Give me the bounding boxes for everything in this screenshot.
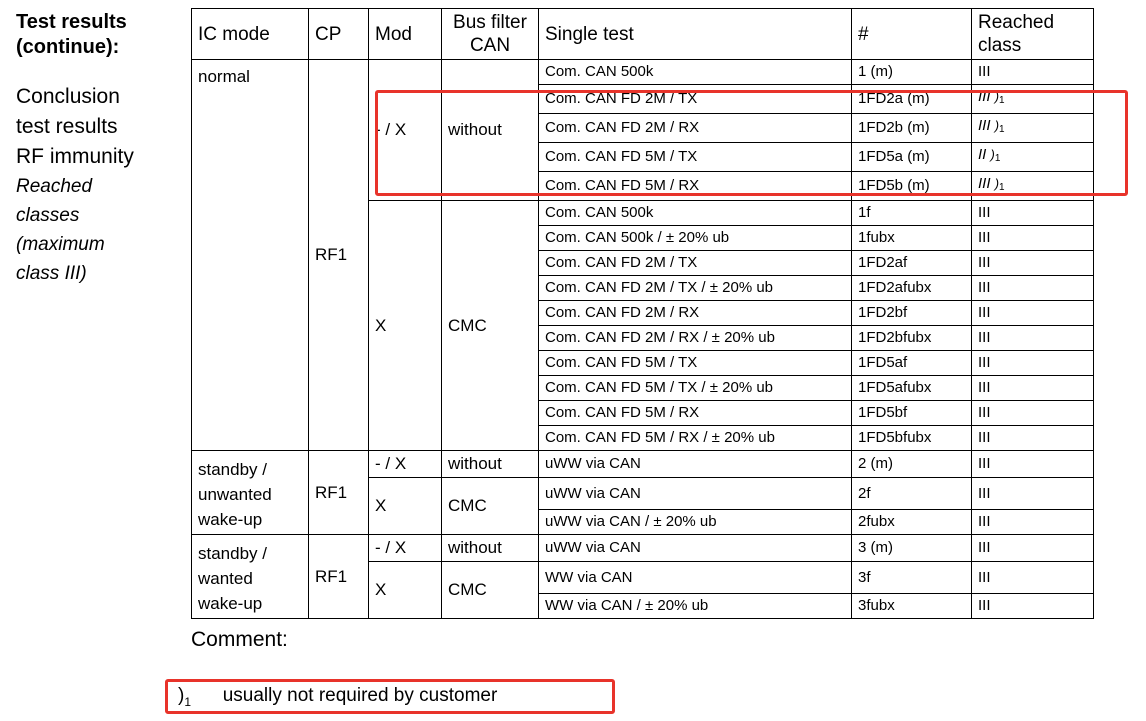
cell-test: uWW via CAN bbox=[539, 451, 852, 478]
test-results-table bbox=[191, 8, 1094, 619]
cell-num: 2fubx bbox=[852, 510, 972, 535]
cell-class: III bbox=[972, 251, 1094, 276]
cell-num: 2f bbox=[852, 478, 972, 510]
cell-ic-mode-standby-wanted bbox=[192, 535, 309, 619]
cell-mod-3b: X bbox=[369, 562, 442, 619]
table-row bbox=[192, 60, 1094, 85]
cell-cp-1: RF1 bbox=[309, 60, 369, 451]
cell-class: III bbox=[972, 478, 1094, 510]
header-ic-mode: IC mode bbox=[192, 9, 309, 60]
cell-class: III bbox=[972, 226, 1094, 251]
cell-test: Com. CAN FD 5M / RX bbox=[539, 172, 852, 201]
header-cp: CP bbox=[309, 9, 369, 60]
cell-class bbox=[972, 172, 1094, 201]
header-single-test: Single test bbox=[539, 9, 852, 60]
cell-filter-1b: CMC bbox=[442, 201, 539, 451]
class-value: III bbox=[978, 117, 991, 134]
cell-test: Com. CAN FD 2M / RX bbox=[539, 114, 852, 143]
cell-num: 1FD2b (m) bbox=[852, 114, 972, 143]
footnote-marker: )$_1$ bbox=[178, 685, 192, 709]
header-reached-class: Reached class bbox=[972, 9, 1094, 60]
cell-class: III bbox=[972, 60, 1094, 85]
cell-cp-2: RF1 bbox=[309, 451, 369, 535]
cell-test: Com. CAN FD 5M / RX / ± 20% ub bbox=[539, 426, 852, 451]
cell-mod-1a: - / X bbox=[369, 60, 442, 201]
cell-filter-3a: without bbox=[442, 535, 539, 562]
cell-filter-2a: without bbox=[442, 451, 539, 478]
header-mod: Mod bbox=[369, 9, 442, 60]
test-results-table-wrap bbox=[191, 8, 1094, 619]
header-bus-filter: Bus filter CAN bbox=[442, 9, 539, 60]
cell-mod-2a: - / X bbox=[369, 451, 442, 478]
cell-num: 1FD5a (m) bbox=[852, 143, 972, 172]
class-footnote-ref: )$_1$ bbox=[990, 147, 1001, 164]
cell-class: III bbox=[972, 594, 1094, 619]
cell-test: Com. CAN FD 2M / TX bbox=[539, 85, 852, 114]
left-text-block bbox=[16, 10, 188, 288]
cell-num: 1FD5afubx bbox=[852, 376, 972, 401]
cell-mod-2b: X bbox=[369, 478, 442, 535]
cell-test: Com. CAN FD 5M / RX bbox=[539, 401, 852, 426]
cell-class: III bbox=[972, 510, 1094, 535]
cell-test: Com. CAN 500k / ± 20% ub bbox=[539, 226, 852, 251]
cell-class: III bbox=[972, 535, 1094, 562]
cell-ic-mode-normal: normal bbox=[192, 60, 309, 451]
cell-test: Com. CAN FD 2M / TX / ± 20% ub bbox=[539, 276, 852, 301]
cell-test: Com. CAN FD 2M / RX bbox=[539, 301, 852, 326]
cell-num: 1FD2a (m) bbox=[852, 85, 972, 114]
cell-num: 1FD5bfubx bbox=[852, 426, 972, 451]
cell-test: Com. CAN FD 5M / TX bbox=[539, 351, 852, 376]
cell-class bbox=[972, 85, 1094, 114]
cell-num: 1FD2bfubx bbox=[852, 326, 972, 351]
class-footnote-ref: )$_1$ bbox=[994, 89, 1005, 106]
cell-test: uWW via CAN bbox=[539, 535, 852, 562]
cell-test: Com. CAN FD 5M / TX bbox=[539, 143, 852, 172]
cell-num: 1FD5b (m) bbox=[852, 172, 972, 201]
reached-classes-line-1: Reached bbox=[16, 176, 93, 197]
reached-classes-line-4: class III) bbox=[16, 263, 87, 284]
cell-num: 1FD5af bbox=[852, 351, 972, 376]
cell-class: III bbox=[972, 401, 1094, 426]
cell-test: Com. CAN FD 2M / RX / ± 20% ub bbox=[539, 326, 852, 351]
cell-class: III bbox=[972, 201, 1094, 226]
cell-cp-3: RF1 bbox=[309, 535, 369, 619]
cell-num: 2 (m) bbox=[852, 451, 972, 478]
footnote-text bbox=[178, 685, 497, 709]
cell-num: 3fubx bbox=[852, 594, 972, 619]
cell-test: Com. CAN 500k bbox=[539, 60, 852, 85]
ic-mode-label: standby / wanted wake-up bbox=[198, 544, 267, 613]
cell-filter-1a: without bbox=[442, 60, 539, 201]
conclusion-text bbox=[16, 82, 188, 288]
cell-test: Com. CAN 500k bbox=[539, 201, 852, 226]
cell-num: 3 (m) bbox=[852, 535, 972, 562]
class-footnote-ref: )$_1$ bbox=[994, 118, 1005, 135]
cell-class bbox=[972, 143, 1094, 172]
conclusion-line-1: Conclusion bbox=[16, 85, 120, 108]
cell-mod-3a: - / X bbox=[369, 535, 442, 562]
cell-num: 1 (m) bbox=[852, 60, 972, 85]
table-header-row bbox=[192, 9, 1094, 60]
cell-class: III bbox=[972, 451, 1094, 478]
table-row bbox=[192, 451, 1094, 478]
reached-classes-line-3: (maximum bbox=[16, 234, 105, 255]
class-footnote-ref: )$_1$ bbox=[994, 176, 1005, 193]
cell-class: III bbox=[972, 562, 1094, 594]
cell-class: III bbox=[972, 276, 1094, 301]
cell-test: Com. CAN FD 2M / TX bbox=[539, 251, 852, 276]
conclusion-line-3: RF immunity bbox=[16, 145, 134, 168]
cell-num: 1FD5bf bbox=[852, 401, 972, 426]
comment-label: Comment: bbox=[191, 628, 288, 651]
cell-class: III bbox=[972, 301, 1094, 326]
cell-test: uWW via CAN bbox=[539, 478, 852, 510]
cell-class: III bbox=[972, 376, 1094, 401]
cell-num: 1FD2af bbox=[852, 251, 972, 276]
cell-test: Com. CAN FD 5M / TX / ± 20% ub bbox=[539, 376, 852, 401]
cell-filter-2b: CMC bbox=[442, 478, 539, 535]
cell-class: III bbox=[972, 426, 1094, 451]
cell-num: 1fubx bbox=[852, 226, 972, 251]
cell-num: 1f bbox=[852, 201, 972, 226]
page-title: Test results (continue): bbox=[16, 11, 127, 58]
header-hash: # bbox=[852, 9, 972, 60]
cell-num: 3f bbox=[852, 562, 972, 594]
cell-filter-3b: CMC bbox=[442, 562, 539, 619]
cell-class: III bbox=[972, 326, 1094, 351]
cell-num: 1FD2bf bbox=[852, 301, 972, 326]
cell-test: uWW via CAN / ± 20% ub bbox=[539, 510, 852, 535]
table-row bbox=[192, 535, 1094, 562]
reached-classes-line-2: classes bbox=[16, 205, 80, 226]
class-value: III bbox=[978, 88, 991, 105]
class-value: III bbox=[978, 175, 991, 192]
cell-test: WW via CAN bbox=[539, 562, 852, 594]
cell-num: 1FD2afubx bbox=[852, 276, 972, 301]
cell-test: WW via CAN / ± 20% ub bbox=[539, 594, 852, 619]
cell-ic-mode-standby-unwanted bbox=[192, 451, 309, 535]
cell-mod-1b: X bbox=[369, 201, 442, 451]
footnote-body: usually not required by customer bbox=[222, 685, 498, 706]
cell-class: III bbox=[972, 351, 1094, 376]
ic-mode-label: standby / unwanted wake-up bbox=[198, 460, 272, 529]
class-value: II bbox=[978, 146, 987, 163]
conclusion-line-2: test results bbox=[16, 115, 118, 138]
cell-class bbox=[972, 114, 1094, 143]
